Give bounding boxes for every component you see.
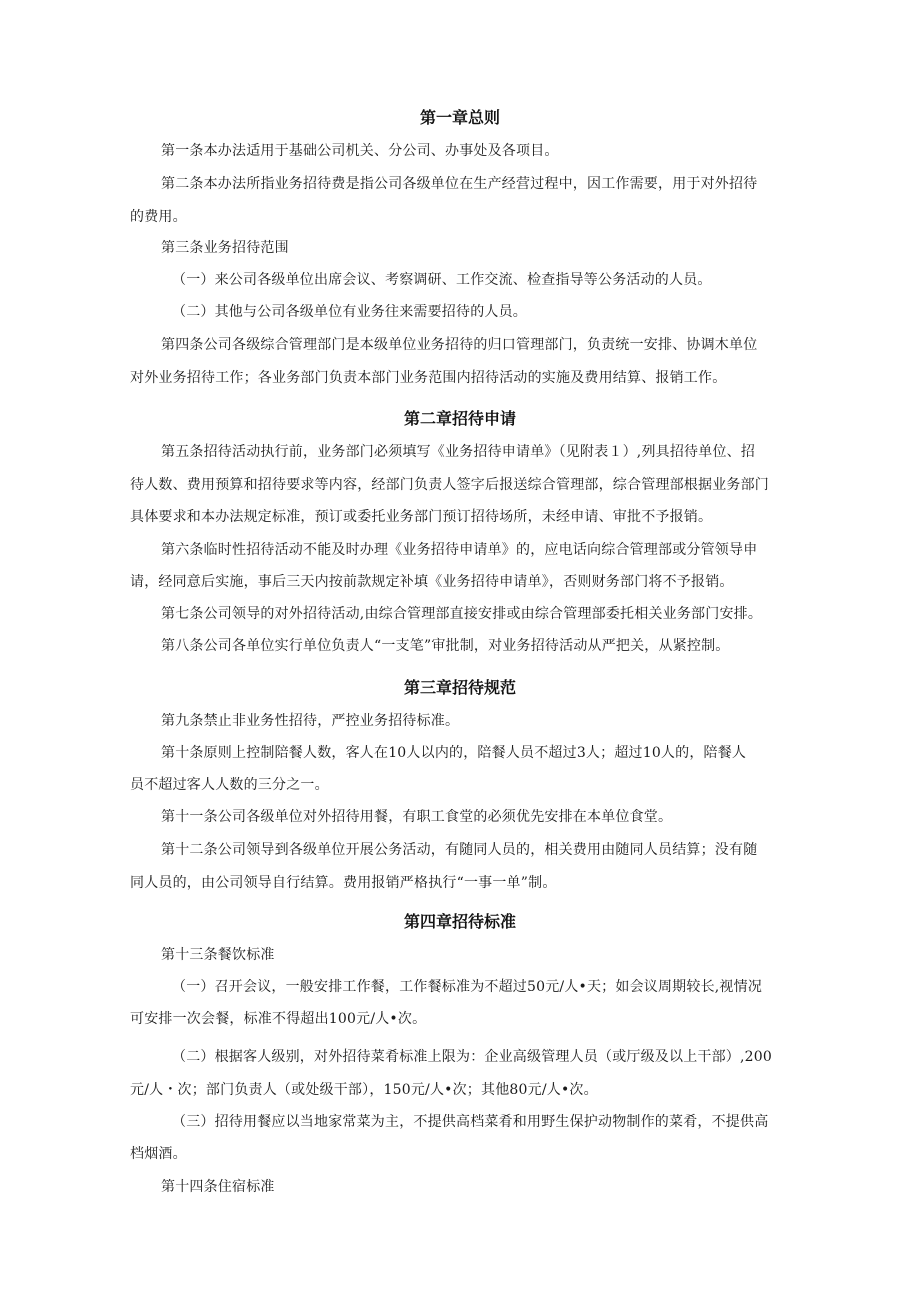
article-12-line-1: 第十二条公司领导到各级单位开展公务活动，有随同人员的，相关费用由随同人员结算；没有随 [161, 842, 758, 858]
article-6-line-1: 第六条临时性招待活动不能及时办理《业务招待申请单》的，应电话向综合管理部或分管领导申 [161, 542, 758, 558]
article-9-line-1: 第九条禁止非业务性招待，严控业务招待标准。 [161, 713, 460, 729]
article-5-line-3: 具体要求和本办法规定标准，预订或委托业务部门预订招待场所，未经申请、审批不予报销。 [130, 509, 713, 525]
article-10-line-2: 员不超过客人人数的三分之一。 [130, 777, 329, 793]
article-13-item-2-line-1: （二）根据客人级别，对外招待菜肴标准上限为：企业高级管理人员（或厅级及以上干部）,200 [172, 1049, 772, 1065]
article-3-item-1: （一）来公司各级单位出席会议、考察调研、工作交流、检查指导等公务活动的人员。 [172, 272, 712, 288]
article-1-line-1: 第一条本办法适用于基础公司机关、分公司、办事处及各项目。 [161, 143, 559, 159]
article-7-line-1: 第七条公司领导的对外招待活动,由综合管理部直接安排或由综合管理部委托相关业务部门安排。 [161, 606, 763, 622]
article-6-line-2: 请，经同意后实施，事后三天内按前款规定补填《业务招待申请单》，否则财务部门将不予报销。 [130, 574, 734, 590]
article-3-item-2: （二）其他与公司各级单位有业务往来需要招待的人员。 [172, 304, 527, 320]
article-13-item-1-line-2: 可安排一次会餐，标准不得超出100元/人•次。 [130, 1011, 427, 1027]
article-13-line-1: 第十三条餐饮标准 [161, 947, 275, 963]
chapter-2-title: 第二章招待申请 [403, 409, 516, 428]
article-2-line-1: 第二条本办法所指业务招待费是指公司各级单位在生产经营过程中，因工作需要，用于对外招待 [161, 176, 758, 192]
article-5-line-1: 第五条招待活动执行前，业务部门必须填写《业务招待申请单》（见附表１）,列具招待单位、招 [161, 444, 756, 460]
article-13-item-2-line-2: 元/人・次；部门负责人（或处级干部），150元/人•次；其他80元/人•次。 [130, 1082, 598, 1098]
article-14-line-1: 第十四条住宿标准 [161, 1179, 275, 1195]
article-11-line-1: 第十一条公司各级单位对外招待用餐，有职工食堂的必须优先安排在本单位食堂。 [161, 809, 673, 825]
article-4-line-2: 对外业务招待工作；各业务部门负责本部门业务范围内招待活动的实施及费用结算、报销工作。 [130, 370, 727, 386]
article-13-item-3-line-1: （三）招待用餐应以当地家常菜为主，不提供高档菜肴和用野生保护动物制作的菜肴，不提供高 [172, 1114, 769, 1130]
article-13-item-3-line-2: 档烟酒。 [130, 1146, 187, 1162]
article-13-item-1-line-1: （一）召开会议，一般安排工作餐，工作餐标准为不超过50元/人•天；如会议周期较长,视情况 [172, 979, 763, 995]
article-5-line-2: 待人数、费用预算和招待要求等内容，经部门负责人签字后报送综合管理部，综合管理部根据业务部门 [130, 477, 769, 493]
article-2-line-2: 的费用。 [130, 209, 187, 225]
chapter-3-title: 第三章招待规范 [403, 678, 516, 697]
article-3-line-1: 第三条业务招待范围 [161, 240, 289, 256]
article-4-line-1: 第四条公司各级综合管理部门是本级单位业务招待的归口管理部门，负责统一安排、协调木单位 [161, 337, 758, 353]
article-8-line-1: 第八条公司各单位实行单位负责人“一支笔”审批制，对业务招待活动从严把关，从紧控制。 [161, 638, 730, 654]
article-12-line-2: 同人员的，由公司领导自行结算。费用报销严格执行“一事一单”制。 [130, 875, 557, 891]
chapter-1-title: 第一章总则 [419, 108, 500, 127]
chapter-4-title: 第四章招待标准 [403, 912, 516, 931]
article-10-line-1: 第十条原则上控制陪餐人数，客人在10人以内的，陪餐人员不超过3人；超过10人的，陪餐人 [161, 745, 747, 761]
